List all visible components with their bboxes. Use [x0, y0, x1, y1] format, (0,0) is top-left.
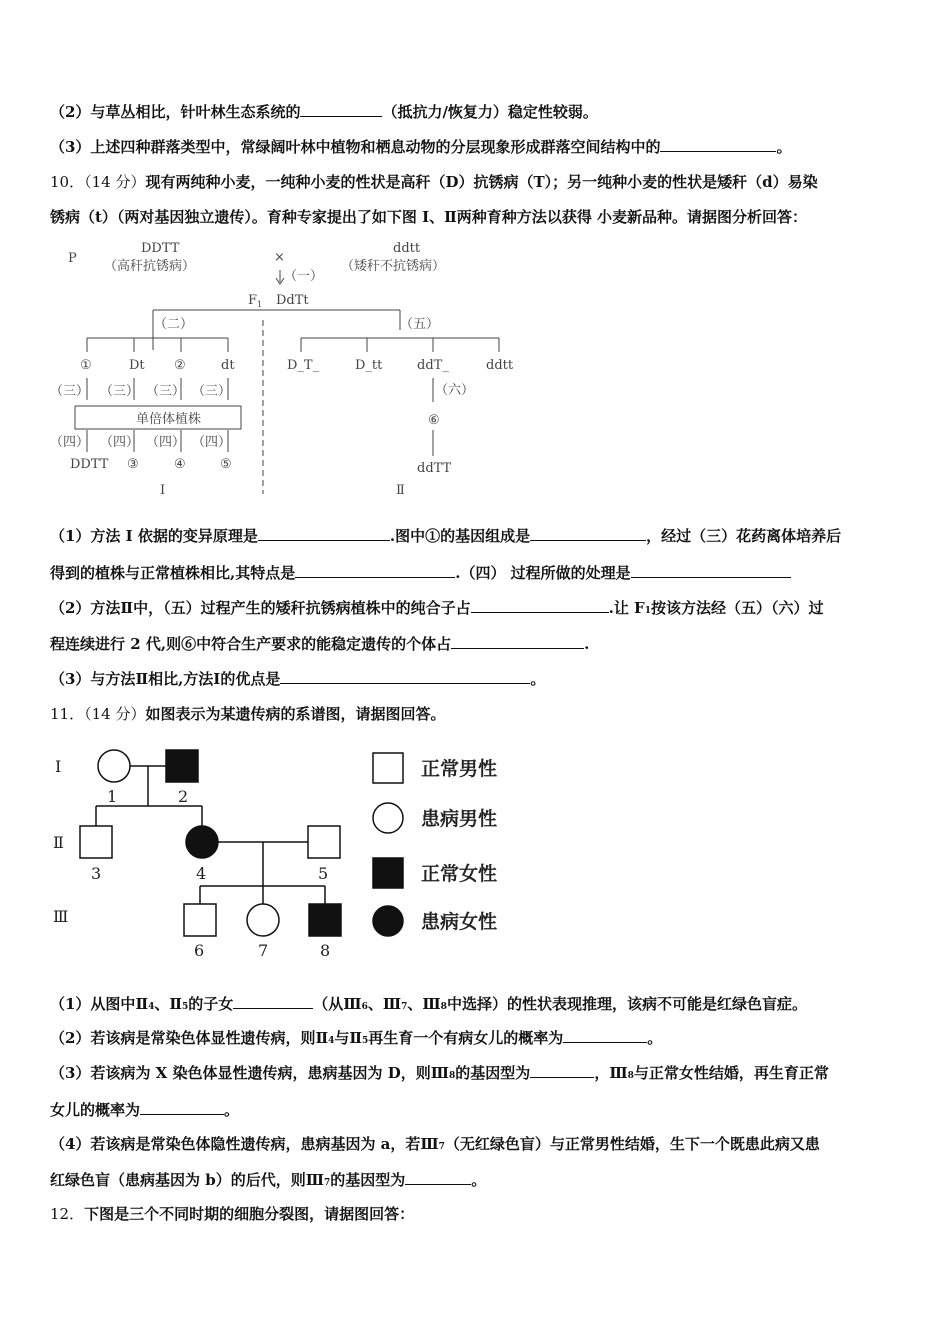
generation-iii: Ⅲ — [53, 907, 69, 926]
q12-stem: 12．下图是三个不同时期的细胞分裂图，请据图回答： — [50, 1205, 415, 1223]
answer-blank[interactable] — [258, 526, 390, 541]
result-ddtt: DDTT — [70, 457, 109, 472]
step-4-label: （四） — [192, 435, 232, 450]
id-7: 7 — [258, 941, 269, 960]
result-5: ⑤ — [220, 457, 232, 472]
q9-line-3: （3）上述四种群落类型中，常绿阔叶林中植物和栖息动物的分层现象形成群落空间结构中的 。 — [50, 138, 792, 156]
p-label: P — [68, 251, 77, 266]
f1-label: $F_1$ — [248, 293, 263, 309]
q11-stem: 11．（14 分）如图表示为某遗传病的系谱图，请据图回答。 — [50, 705, 446, 723]
q9-line-2: （2）与草丛相比，针叶林生态系统的 （抵抗力/恢复力）稳定性较弱。 — [50, 103, 598, 121]
gamete-dt-upper: Dt — [129, 358, 145, 373]
legend-normal-male: 正常男性 — [421, 758, 498, 780]
step-4-label: （四） — [146, 435, 186, 450]
legend-normal-female-icon — [373, 858, 403, 888]
individual-8-male — [309, 904, 341, 936]
step-3-label: （三） — [50, 384, 90, 399]
answer-blank[interactable] — [530, 526, 646, 541]
step-1-label: （一） — [284, 269, 324, 284]
q10-sub-1b: 得到的植株与正常植株相比,其特点是 .（四） 过程所做的处理是 — [50, 563, 791, 583]
q11-sub-3a: （3）若该病为 X 染色体显性遗传病，患病基因为 D，则Ⅲ8的基因型为 ，Ⅲ8与正常女性结婚，再生育正常 — [50, 1064, 829, 1082]
generation-i: I — [55, 757, 62, 776]
legend-affected-male-icon — [373, 803, 403, 833]
answer-blank[interactable] — [660, 137, 776, 152]
pedigree-chart — [50, 740, 530, 965]
answer-blank[interactable] — [451, 634, 584, 649]
q10-sub-2b: 程连续进行 2 代,则⑥中符合生产要求的能稳定遗传的个体占 . — [50, 635, 590, 653]
answer-blank[interactable] — [563, 1028, 647, 1043]
answer-blank[interactable] — [233, 994, 313, 1009]
answer-blank[interactable] — [405, 1170, 471, 1185]
id-1: 1 — [107, 787, 118, 806]
f1-genotype: DdTt — [276, 293, 309, 308]
breeding-diagram — [50, 238, 530, 500]
legend-normal-male-icon — [373, 753, 403, 783]
q11-sub-4a: （4）若该病是常染色体隐性遗传病，患病基因为 a，若Ⅲ7（无红绿色盲）与正常男性结婚，生下一个既患此病又患 — [50, 1135, 820, 1153]
q11-sub-3b: 女儿的概率为 。 — [50, 1101, 240, 1119]
id-8: 8 — [320, 941, 331, 960]
step-2-label: （二） — [154, 317, 194, 332]
individual-4-female — [186, 826, 218, 858]
individual-3-male — [80, 826, 112, 858]
answer-blank[interactable] — [631, 563, 791, 578]
parent1-phenotype: （高秆抗锈病） — [104, 259, 196, 274]
individual-7-female — [247, 904, 279, 936]
q10-stem-1: 10．（14 分）现有两纯种小麦，一纯种小麦的性状是高秆（D）抗锈病（T）；另一纯种小麦的性状是矮秆（d）易染 — [50, 173, 818, 191]
generation-ii: Ⅱ — [53, 833, 64, 852]
cross-symbol: × — [274, 250, 285, 265]
answer-blank[interactable] — [471, 598, 609, 613]
answer-blank[interactable] — [295, 563, 455, 578]
legend-normal-female: 正常女性 — [421, 863, 498, 885]
q10-sub-3: （3）与方法Ⅱ相比,方法Ⅰ的优点是 。 — [50, 670, 546, 688]
id-6: 6 — [194, 941, 205, 960]
q10-sub-1a: （1）方法 I 依据的变异原理是 .图中①的基因组成是 ，经过（三）花药离体培养后 — [50, 527, 842, 545]
q11-sub-4b: 红绿色盲（患病基因为 b）的后代，则Ⅲ7的基因型为 。 — [50, 1171, 487, 1189]
parent2-phenotype: （矮秆不抗锈病） — [341, 259, 446, 274]
individual-1-female — [98, 750, 130, 782]
id-4: 4 — [196, 864, 207, 883]
node-6: ⑥ — [428, 413, 440, 428]
id-2: 2 — [178, 787, 189, 806]
method-i-label: I — [160, 483, 166, 498]
answer-blank[interactable] — [280, 669, 530, 684]
answer-blank[interactable] — [300, 102, 382, 117]
gamete-dt-lower: dt — [221, 358, 235, 373]
offspring-d-tt: D_tt — [355, 358, 383, 373]
individual-5-male — [308, 826, 340, 858]
id-3: 3 — [91, 864, 102, 883]
q11-sub-1: （1）从图中Ⅱ4、Ⅱ5的子女 （从Ⅲ6、Ⅲ7、Ⅲ8中选择）的性状表现推理，该病不可能是红绿色盲症。 — [50, 995, 807, 1013]
result-4: ④ — [174, 457, 186, 472]
result-3: ③ — [127, 457, 139, 472]
final-ddtt: ddTT — [417, 461, 452, 476]
individual-2-male — [166, 750, 198, 782]
legend-affected-male: 患病男性 — [421, 808, 498, 830]
gamete-1: ① — [80, 358, 92, 373]
offspring-dd-t: ddT_ — [417, 358, 449, 373]
step-6-label: （六） — [435, 383, 475, 398]
parent1-genotype: DDTT — [141, 241, 180, 256]
method-ii-label: Ⅱ — [396, 483, 405, 498]
step-5-label: （五） — [400, 317, 440, 332]
individual-6-male — [184, 904, 216, 936]
offspring-ddtt: ddtt — [486, 358, 514, 373]
step-3-label: （三） — [100, 384, 140, 399]
id-5: 5 — [318, 864, 329, 883]
step-3-label: （三） — [146, 384, 186, 399]
gamete-2: ② — [174, 358, 186, 373]
step-4-label: （四） — [100, 435, 140, 450]
q11-sub-2: （2）若该病是常染色体显性遗传病，则Ⅱ4与Ⅱ5再生育一个有病女儿的概率为 。 — [50, 1029, 663, 1047]
q10-stem-2: 锈病（t）（两对基因独立遗传）。育种专家提出了如下图 I、Ⅱ两种育种方法以获得 小麦新品种。请据图分析回答： — [50, 208, 808, 226]
legend-affected-female-icon — [373, 906, 403, 936]
legend-affected-female: 患病女性 — [421, 911, 498, 933]
answer-blank[interactable] — [140, 1100, 224, 1115]
answer-blank[interactable] — [530, 1063, 594, 1078]
parent2-genotype: ddtt — [393, 241, 421, 256]
offspring-d-t: D_T_ — [287, 358, 320, 373]
step-4-label: （四） — [50, 435, 90, 450]
haploid-label: 单倍体植株 — [136, 412, 202, 427]
q10-sub-2a: （2）方法Ⅱ中，（五）过程产生的矮秆抗锈病植株中的纯合子占 .让 F1按该方法经（五）（六）过 — [50, 599, 824, 617]
step-3-label: （三） — [192, 384, 232, 399]
